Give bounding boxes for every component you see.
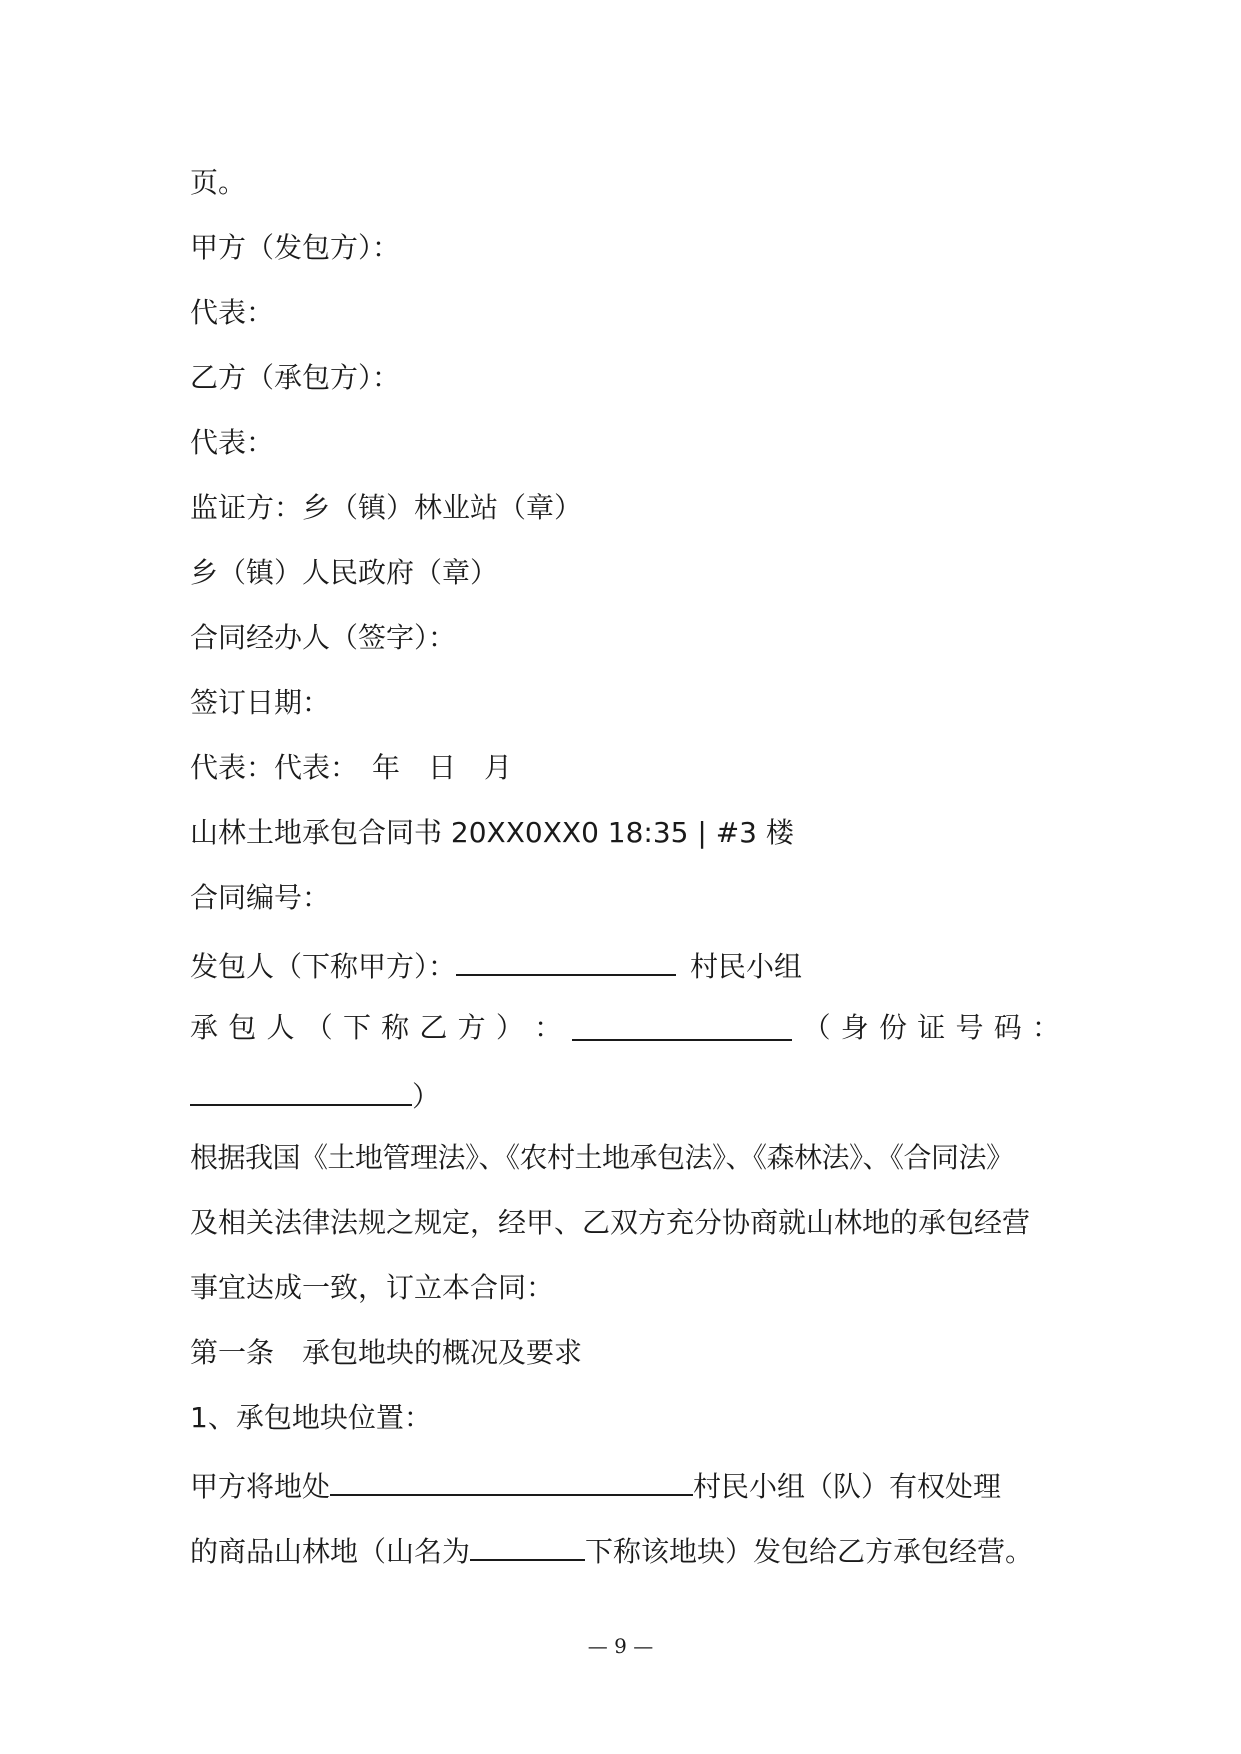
party-b-label: 乙方（承包方）： — [190, 361, 401, 394]
mountain-name-prefix: 的商品山林地（山名为 — [190, 1535, 471, 1568]
party-a-representative: 代表： — [190, 296, 275, 329]
id-number-blank — [190, 1070, 412, 1106]
paragraph-line: 及相关法律法规之规定，经甲、乙双方充分协商就山林地的承包经营 — [190, 1206, 1031, 1239]
contractor-char: 证 — [917, 1011, 946, 1044]
contractor-char: 份 — [879, 1011, 908, 1044]
contractor-char: 号 — [955, 1011, 984, 1044]
item-1-heading: 1、承包地块位置： — [190, 1401, 432, 1434]
contractor-char: 包 — [228, 1011, 257, 1044]
id-number-close: ） — [412, 1080, 441, 1113]
article-1-heading: 第一条 承包地块的概况及要求 — [190, 1336, 583, 1369]
text-line: 页。 — [190, 166, 247, 199]
contractor-char: 乙 — [419, 1011, 448, 1044]
contractor-char: （ — [304, 1011, 333, 1044]
witness-forestry-station: 监证方：乡（镇）林业站（章） — [190, 491, 583, 524]
mountain-name-line — [190, 1525, 1060, 1590]
representatives-date-line: 代表：代表： 年 日 月 — [190, 751, 513, 784]
id-number-line — [190, 1070, 1060, 1135]
contractor-char: （ — [802, 1011, 831, 1044]
contractor-char: 人 — [266, 1011, 295, 1044]
contractor-char: ： — [534, 1011, 563, 1044]
contractor-char: 方 — [457, 1011, 486, 1044]
contractor-char: 码 — [993, 1011, 1022, 1044]
contract-number: 合同编号： — [190, 881, 331, 914]
witness-township-government: 乡（镇）人民政府（章） — [190, 556, 499, 589]
contractor-char: ： — [1031, 1011, 1060, 1044]
contractor-line — [190, 1005, 1060, 1070]
contractor-char: ） — [495, 1011, 524, 1044]
document-body — [190, 160, 1060, 1590]
contractor-blank — [572, 1005, 792, 1041]
signing-date: 签订日期： — [190, 686, 331, 719]
contractor-char: 身 — [840, 1011, 869, 1044]
contractor-char: 下 — [342, 1011, 371, 1044]
party-a-label: 甲方（发包方）： — [190, 231, 401, 264]
paragraph-line: 根据我国《土地管理法》、《农村土地承包法》、《森林法》、《合同法》 — [190, 1141, 1014, 1174]
location-blank — [330, 1460, 693, 1496]
party-b-representative: 代表： — [190, 426, 275, 459]
employer-blank — [456, 940, 676, 976]
mountain-name-suffix: 下称该地块）发包给乙方承包经营。 — [585, 1535, 1034, 1568]
location-line — [190, 1460, 1060, 1525]
paragraph-line: 事宜达成一致，订立本合同： — [190, 1271, 555, 1304]
page-number: — 9 — — [587, 1634, 654, 1658]
employer-line — [190, 940, 1060, 1005]
employer-suffix: 村民小组 — [690, 950, 803, 983]
mountain-name-blank — [470, 1525, 585, 1561]
location-prefix: 甲方将地处 — [190, 1470, 331, 1503]
contract-title-line: 山林土地承包合同书 20XX0XX0 18:35 | #3 楼 — [190, 816, 794, 849]
contract-agent-signature: 合同经办人（签字）： — [190, 621, 457, 654]
location-suffix: 村民小组（队）有权处理 — [693, 1470, 1002, 1503]
contractor-char: 称 — [381, 1011, 410, 1044]
employer-label: 发包人（下称甲方）： — [190, 950, 457, 983]
contractor-char: 承 — [190, 1011, 219, 1044]
